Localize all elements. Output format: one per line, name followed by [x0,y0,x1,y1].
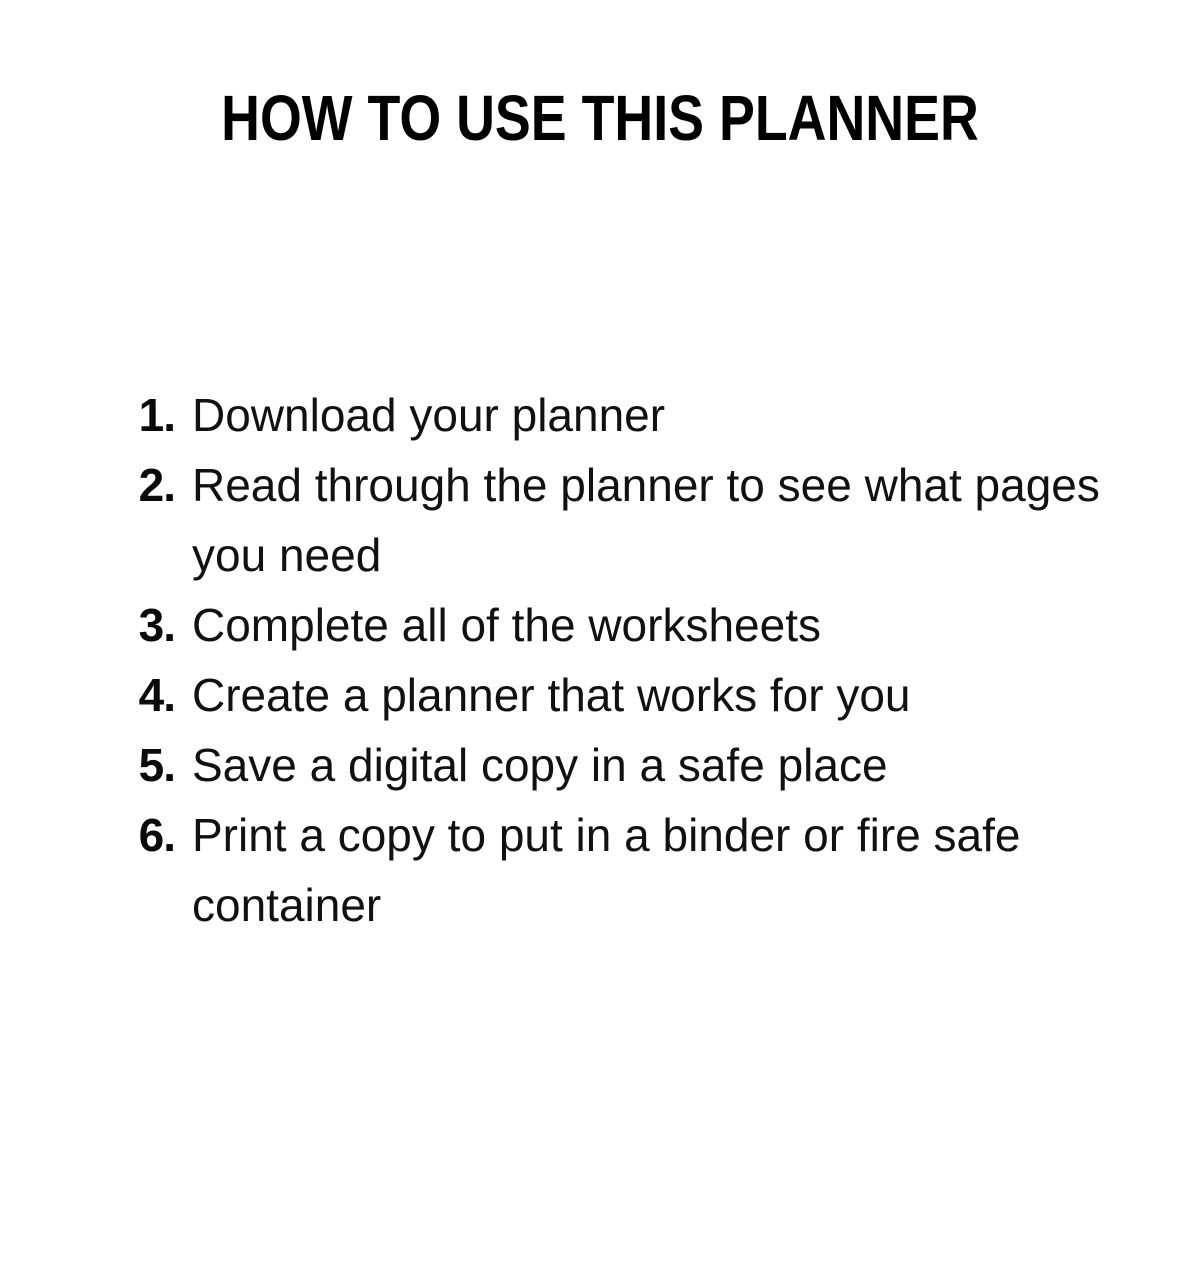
list-item-number: 5. [138,739,175,791]
page-title: HOW TO USE THIS PLANNER [221,82,979,154]
list-item [120,800,1200,940]
list-item-number: 1. [138,389,175,441]
page-title-container [0,82,1200,154]
list-item [120,380,1200,450]
list-item-number: 4. [138,669,175,721]
list-item-text: Print a copy to put in a binder or fire safe container [192,809,1021,931]
list-item-text: Complete all of the worksheets [192,599,821,651]
list-item-number: 2. [138,459,175,511]
list-item [120,590,1200,660]
list-item [120,660,1200,730]
list-item-text: Create a planner that works for you [192,669,911,721]
list-item-number: 3. [138,599,175,651]
list-item-text: Save a digital copy in a safe place [192,739,888,791]
list-item-number: 6. [138,809,175,861]
list-item-text: Read through the planner to see what pages you need [192,459,1100,581]
planner-instructions-page [0,82,1200,1286]
list-item-text: Download your planner [192,389,666,441]
list-item [120,730,1200,800]
list-item [120,450,1200,590]
instructions-list [120,380,1200,940]
